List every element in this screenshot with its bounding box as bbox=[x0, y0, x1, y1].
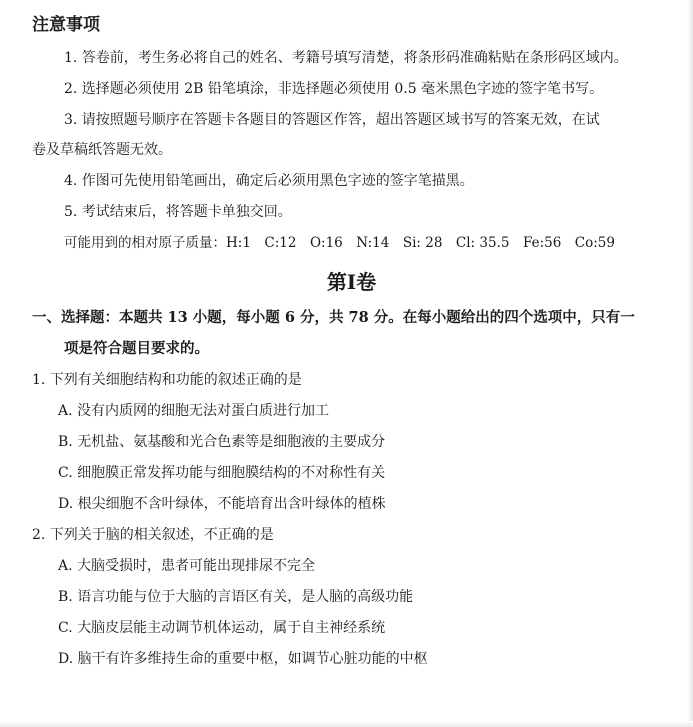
notice-item-2: 2. 选择题必须使用 2B 铅笔填涂，非选择题必须使用 0.5 毫米黑色字迹的签字笔书写。 bbox=[64, 81, 604, 97]
notice-item-4: 4. 作图可先使用铅笔画出，确定后必须用黑色字迹的签字笔描黑。 bbox=[64, 173, 474, 189]
page-edge-shadow-right bbox=[687, 0, 693, 727]
question-2-stem: 2. 下列关于脑的相关叙述，不正确的是 bbox=[32, 527, 274, 543]
section-heading: 一、选择题：本题共 13 小题，每小题 6 分，共 78 分。在每小题给出的四个选项中，只有一 bbox=[32, 309, 635, 326]
question-1-option-c: C. 细胞膜正常发挥功能与细胞膜结构的不对称性有关 bbox=[58, 465, 386, 481]
question-1-option-b: B. 无机盐、氨基酸和光合色素等是细胞液的主要成分 bbox=[58, 434, 386, 450]
atomic-masses: 可能用到的相对原子质量：H:1 C:12 O:16 N:14 Si: 28 Cl: 35.5 Fe:56 Co:59 bbox=[64, 235, 615, 251]
page-edge-shadow-bottom bbox=[0, 721, 693, 727]
notice-item-1: 1. 答卷前，考生务必将自己的姓名、考籍号填写清楚，将条形码准确粘贴在条形码区域内。 bbox=[64, 50, 628, 66]
section-heading-continued: 项是符合题目要求的。 bbox=[64, 340, 209, 357]
question-2-option-c: C. 大脑皮层能主动调节机体运动，属于自主神经系统 bbox=[58, 620, 386, 636]
notice-item-3-continued: 卷及草稿纸答题无效。 bbox=[32, 142, 172, 158]
question-1-option-d: D. 根尖细胞不含叶绿体，不能培育出含叶绿体的植株 bbox=[58, 496, 386, 512]
question-1-option-a: A. 没有内质网的细胞无法对蛋白质进行加工 bbox=[58, 403, 330, 419]
notice-title: 注意事项 bbox=[32, 15, 100, 35]
question-2-option-a: A. 大脑受损时，患者可能出现排尿不完全 bbox=[58, 558, 316, 574]
question-1-stem: 1. 下列有关细胞结构和功能的叙述正确的是 bbox=[32, 372, 302, 388]
volume-title: 第I卷 bbox=[326, 270, 377, 294]
question-2-option-d: D. 脑干有许多维持生命的重要中枢，如调节心脏功能的中枢 bbox=[58, 651, 428, 667]
question-2-option-b: B. 语言功能与位于大脑的言语区有关，是人脑的高级功能 bbox=[58, 589, 414, 605]
notice-item-3: 3. 请按照题号顺序在答题卡各题目的答题区作答，超出答题区域书写的答案无效，在试 bbox=[64, 112, 600, 128]
notice-item-5: 5. 考试结束后，将答题卡单独交回。 bbox=[64, 204, 292, 220]
